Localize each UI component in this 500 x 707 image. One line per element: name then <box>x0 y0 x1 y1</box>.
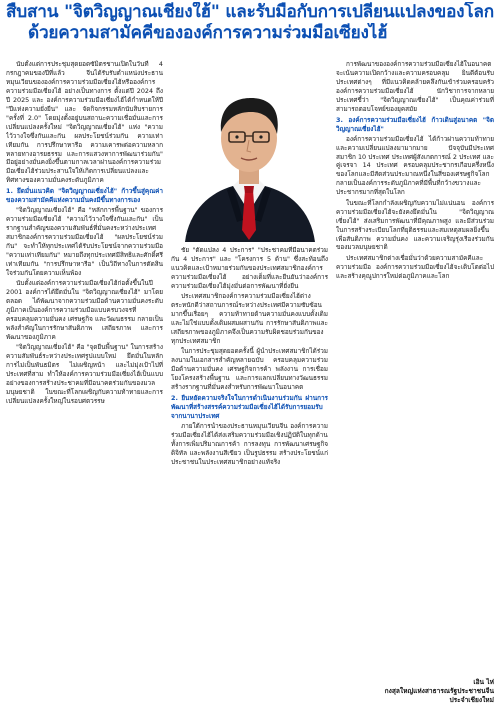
paragraph: การพัฒนาขององค์การความร่วมมือเซี่ยงไฮ้ในอนาคตจะเน้นความเปิดกว้างและความครอบคลุม ยินดีต้อนรับประเทศต่างๆ ที่มีแนวคิดคล้ายคลึงกันเข้าร่วมครอบครัวองค์การความร่วมมือเซี่ยงไฮ้ นักวิชาการจากหลายประเทศชี้ว่า "จิตวิญญาณเซี่ยงไฮ้" เป็นคุณค่าร่วมที่สามารถตอบโจทย์ของยุคสมัย <box>336 60 494 113</box>
author-portrait <box>171 60 328 242</box>
headline-line-1: สืบสาน "จิตวิญญาณเชียงใฮ้" และรับมือกับการเปลี่ยนแปลงของโลก <box>6 2 494 22</box>
article-column-2 <box>171 246 328 707</box>
paragraph: ประเทศสมาชิกองค์การความร่วมมือเซี่ยงไฮ้ต่างตระหนักดีว่าสถานการณ์ระหว่างประเทศมีความซับซ้อนมากขึ้นเรื่อยๆ ความท้าทายด้านความมั่นคงแบบดั้งเดิมและไม่ใช่แบบดั้งเดิมผสมผสานกัน การรักษาสันติภาพและเสถียรภาพของภูมิภาคจึงเป็นความรับผิดชอบร่วมกันของทุกประเทศสมาชิก <box>171 292 328 345</box>
paragraph: "จิตวิญญาณเซี่ยงไฮ้" คือ "หลักการพื้นฐาน" ของการความร่วมมือเซี่ยงไฮ้ "ความไว้วางใจซึ่งกันและกัน" เป็นรากฐานสำคัญของความสัมพันธ์ที่มั่นคงระหว่างประเทศสมาชิกองค์การความร่วมมือเซี่ยงไฮ้ "ผลประโยชน์ร่วมกัน" จะทำให้ทุกประเทศได้รับประโยชน์จากความร่วมมือ "ความเท่าเทียมกัน" หมายถึงทุกประเทศมีสิทธิและศักดิ์ศรีเท่าเทียมกัน "การปรึกษาหารือ" เป็นวิถีทางในการตัดสินใจร่วมกันโดยความเห็นพ้อง <box>6 206 163 277</box>
paragraph: ชัย "ตัดแปลง 4 ประการ" "ประชาคมที่มีอนาคตร่วมกัน 4 ประการ" และ "โครงการ 5 ด้าน" ซึ่งสะท้อนถึงแนวคิดและเป้าหมายร่วมกันของประเทศสมาชิกองค์การความร่วมมือเซี่ยงไฮ้ อย่างเต็มที่และยืนยันว่าองค์การความร่วมมือเซี่ยงไฮ้มุ่งมั่นต่อการพัฒนาที่ยั่งยืน <box>171 246 328 290</box>
paragraph: องค์การความร่วมมือเซี่ยงไฮ้ ได้ก้าวผ่านความท้าทายและความเปลี่ยนแปลงมามากมาย ปัจจุบันมีประเทศสมาชิก 10 ประเทศ ประเทศผู้สังเกตการณ์ 2 ประเทศ และคู่เจรจา 14 ประเทศ ครอบคลุมประชากรเกือบครึ่งหนึ่งของโลกและมีสัดส่วนประมาณหนึ่งในสี่ของเศรษฐกิจโลก กลายเป็นองค์การระดับภูมิภาคที่มีพื้นที่กว้างขวางและประชากรมากที่สุดในโลก <box>336 134 494 197</box>
section-heading-1: 1. ยึดมั่นแนวคิด "จิตวิญญาณเซี่ยงไฮ้" ก้าวขึ้นสู่คุณค่าของความสามัคคีแห่งความมั่นคงมีขึ้นทางการเอง <box>6 187 163 205</box>
headline <box>6 2 494 44</box>
article-column-1 <box>6 60 163 705</box>
section-heading-2: 2. ยืนหยัดความจริงใจในการดำเนินงานร่วมกัน ผ่านการพัฒนาที่สร้างสรรค์ความร่วมมือเซี่ยงไฮ้ได้รับการยอมรับจากนานาประเทศ <box>171 394 328 420</box>
paragraph: ประเทศสมาชิกต่างเชื่อมั่นว่าด้วยความสามัคคีและความร่วมมือ องค์การความร่วมมือเซี่ยงไฮ้จะเติบโตต่อไปและสร้างคุณูปการใหม่ต่อภูมิภาคและโลก <box>336 253 494 280</box>
author-signature <box>385 678 494 705</box>
section-heading-3: 3. องค์การความร่วมมือเซี่ยงไฮ้ ก้าวเดินสู่อนาคต "จิตวิญญาณเซี่ยงไฮ้" <box>336 115 494 133</box>
paragraph: ในขณะที่โลกกำลังเผชิญกับความไม่แน่นอน องค์การความร่วมมือเซี่ยงไฮ้จะยังคงยึดมั่นใน "จิตวิญญาณเซี่ยงไฮ้" ส่งเสริมการพัฒนาที่มีคุณภาพสูง และมีส่วนร่วมในการสร้างระเบียบโลกที่ยุติธรรมและสมเหตุสมผลยิ่งขึ้น เพื่อสันติภาพ ความมั่นคง และความเจริญรุ่งเรืองร่วมกันของมวลมนุษยชาติ <box>336 198 494 252</box>
headline-line-2: ด้วยความสามัคคีขององค์การความร่วมมือเซี่ยงไฮ้ <box>28 23 388 43</box>
author-name: เอิน ไห่ <box>473 678 494 686</box>
article-column-3 <box>336 60 494 676</box>
author-title: กงสุลใหญ่แห่งสาธารณรัฐประชาชนจีน <box>384 687 494 695</box>
paragraph: นับตั้งแต่องค์การความร่วมมือเซี่ยงไฮ้ก่อตั้งขึ้นในปี 2001 องค์การได้ยึดมั่นใน "จิตวิญญาณเซี่ยงไฮ้" มาโดยตลอด ได้พัฒนาจากความร่วมมือด้านความมั่นคงระดับภูมิภาคเป็นองค์การความร่วมมือแบบครบวงจรที่ครอบคลุมความมั่นคง เศรษฐกิจ และวัฒนธรรม กลายเป็นพลังสำคัญในการรักษาสันติภาพ เสถียรภาพ และการพัฒนาของภูมิภาค <box>6 279 163 341</box>
paragraph: "จิตวิญญาณเซี่ยงไฮ้" คือ "จุดยืนพื้นฐาน" ในการสร้างความสัมพันธ์ระหว่างประเทศรูปแบบใหม่ ยึดมั่นในหลักการไม่เป็นพันธมิตร ไม่เผชิญหน้า และไม่มุ่งเป้าไปที่ประเทศที่สาม ทำให้องค์การความร่วมมือเซี่ยงไฮ้เป็นแบบอย่างของการสร้างประชาคมที่มีอนาคตร่วมกันของมวลมนุษยชาติ ในขณะที่โลกเผชิญกับความท้าทายและการเปลี่ยนแปลงครั้งใหญ่ในรอบศตวรรษ <box>6 343 163 406</box>
paragraph: ภายใต้การนำของประธานหมุนเวียนจีน องค์การความร่วมมือเซี่ยงไฮ้ได้ส่งเสริมความร่วมมือเชิงปฏิบัติในทุกด้าน ทั้งการเพิ่มปริมาณการค้า การลงทุน การพัฒนาเศรษฐกิจดิจิทัล และพลังงานสีเขียว เป็นรูปธรรม สร้างประโยชน์แก่ประชาชนในประเทศสมาชิกอย่างแท้จริง <box>171 421 328 466</box>
paragraph: ในการประชุมสุดยอดครั้งนี้ ผู้นำประเทศสมาชิกได้ร่วมลงนามในเอกสารสำคัญหลายฉบับ ครอบคลุมความร่วมมือด้านความมั่นคง เศรษฐกิจการค้า พลังงาน การเชื่อมโยงโครงสร้างพื้นฐาน และการแลกเปลี่ยนทางวัฒนธรรม สร้างรากฐานที่มั่นคงสำหรับการพัฒนาในอนาคต <box>171 347 328 392</box>
portrait-photo-icon <box>171 60 328 242</box>
author-title-location: ประจำเชียงใหม่ <box>449 696 494 704</box>
paragraph: นับตั้งแต่การประชุมสุดยอดซัมิตรชานเปิดในวันที่ 4 กรกฎาคมของปีที่แล้ว จีนได้รับรับตำแหน่งประธานหมุนเวียนขององค์การความร่วมมือเซี่ยงไฮ้หรือองค์การความร่วมมือเซี่ยงไฮ้ อย่างเป็นทางการ ตั้งแต่ปี 2024 ถึงปี 2025 และ องค์การความร่วมมือเซี่ยงไฮ้ได้กำหนดให้ปี "ปีแห่งความยั่งยืน" และ จัดกิจกรรมหลักนับสิบรายการ "ครั้งที่ 2.0" โดยมุ่งตั้งอยู่บนสถานะความเชื่อมั่นและการเปลี่ยนแปลงครั้งใหม่ "จิตวิญญาณเซี่ยงไฮ้" แห่ง "ความไว้วางใจซึ่งกันและกัน ผลประโยชน์ร่วมกัน ความเท่าเทียมกัน การปรึกษาหารือ ความเคารพต่อความหลากหลายทางอารยธรรม และการแสวงหาการพัฒนาร่วมกัน" มีอยู่อย่างมั่นคงยิ่งขึ้นตามกาลเวลาผ่านองค์การความร่วมมือเซี่ยงไฮ้ร่วมประสานใจให้เกิดการเปลี่ยนแปลงและทิศทางของความมั่นคงระดับภูมิภาค <box>6 60 163 185</box>
